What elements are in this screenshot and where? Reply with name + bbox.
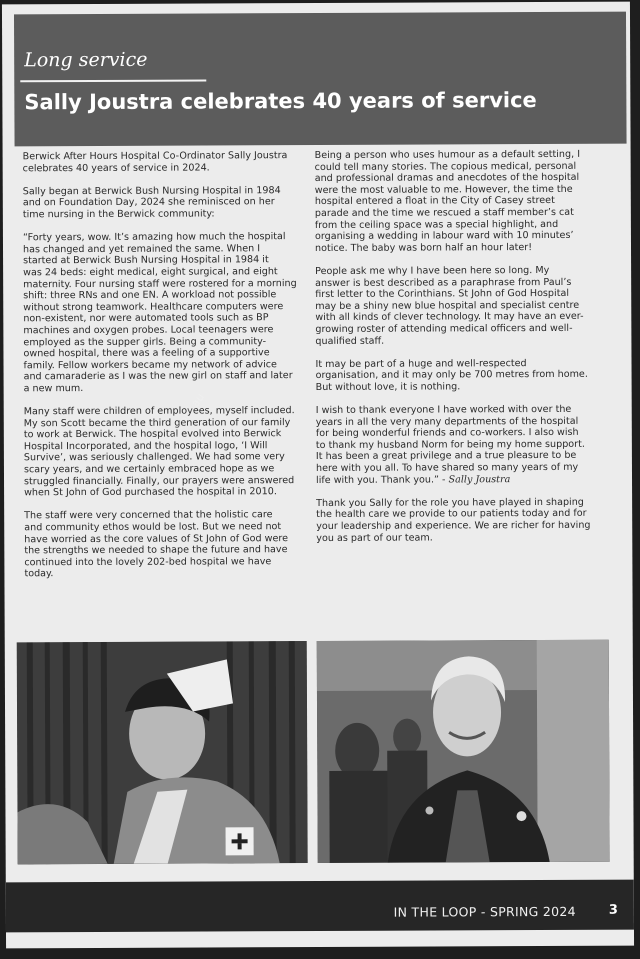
paragraph-text: I wish to thank everyone I have worked with over the years in all the very many departments of the hospital for being wonderful friends and co-workers. I also wish to thank my husband Norm for being my home support. It has been a great privilege and a true pleasure to be here with you all. To have shared so many years of my life with you. Thank you.” - <box>315 403 585 486</box>
paragraph: It may be part of a huge and well-respected organisation, and it may only be 700 metres from home. But without love, it is nothing. <box>315 357 588 393</box>
paragraph: Berwick After Hours Hospital Co-Ordinator Sally Joustra celebrates 40 years of service in 2024. <box>22 150 288 174</box>
publication-title: IN THE LOOP - SPRING 2024 <box>393 903 576 920</box>
photo-young-nurse <box>17 641 308 864</box>
article-column-right <box>315 149 609 556</box>
paragraph: Being a person who uses humour as a default setting, I could tell many stories. The copious medical, personal and professional dramas and anecdotes of the hospital were the most valuable to me. However, the time the hospital entered a float in the City of Casey street parade and the time we rescued a staff member’s cat from the ceiling space was a special highlight, and organising a wedding in labour ward with 10 minutes’ notice. The baby was born half an hour later! <box>314 148 581 254</box>
article-column-left <box>23 150 317 592</box>
page-number: 3 <box>608 902 618 918</box>
watermark: © store.com.au <box>147 390 208 470</box>
article-header <box>14 12 627 147</box>
closing-paragraph: Thank you Sally for the role you have played in shaping the health care we provide to our patients today and for your leadership and experience. We are richer for having you as part of our team. <box>316 496 591 544</box>
paragraph: Sally began at Berwick Bush Nursing Hospital in 1984 and on Foundation Day, 2024 she reminisced on her time nursing in the Berwick community: <box>22 184 281 221</box>
paragraph: Many staff were children of employees, myself included. My son Scott became the third generation of our family to work at Berwick. The hospital evolved into Berwick Hospital Incorporated, and the hospital logo, ‘I Will Survive’, was seriously challenged. We had some very scary years, and we certainly embraced hope as we struggled financially. Finally, our prayers were answered when St John of God purchased the hospital in 2010. <box>23 405 295 499</box>
newsletter-page <box>2 2 634 949</box>
header-rule <box>20 79 206 82</box>
photo-sally-joustra <box>317 640 610 863</box>
article-headline: Sally Joustra celebrates 40 years of service <box>24 88 537 115</box>
page-footer <box>6 880 634 933</box>
quote-closing-paragraph <box>316 404 608 486</box>
paragraph: “Forty years, wow. It’s amazing how much the hospital has changed and yet remained the same. When I started at Berwick Bush Nursing Hospital in 1984 it was 24 beds: eight medical, eight surgical, and eight maternity. Four nursing staff were rostered for a morning shift: three RNs and one EN. A workload not possible without strong teamwork. Healthcare computers were non-existent, nor were automated tools such as BP machines and oxygen probes. Local teenagers were employed as the supper girls. Being a community- owned hospital, there was a feeling of a supportive family. Fellow workers became my network of advice and camaraderie as I was the new girl on staff and later a new mum. <box>22 231 297 395</box>
paragraph: The staff were very concerned that the holistic care and community ethos would be lost. But we need not have worried as the core values of St John of God were the strengths we needed to shape the future and have continued into the lovely 202-bed hospital we have today. <box>24 509 289 580</box>
signature: Sally Joustra <box>445 473 511 486</box>
section-label: Long service <box>24 48 148 72</box>
paragraph: People ask me why I have been here so long. My answer is best described as a paraphrase from Paul’s first letter to the Corinthians. St John of God Hospital may be a shiny new blue hospital and specialist centre with all kinds of clever technology. It may have an ever- growing roster of attending medical officers and well- qualified staff. <box>315 264 584 347</box>
